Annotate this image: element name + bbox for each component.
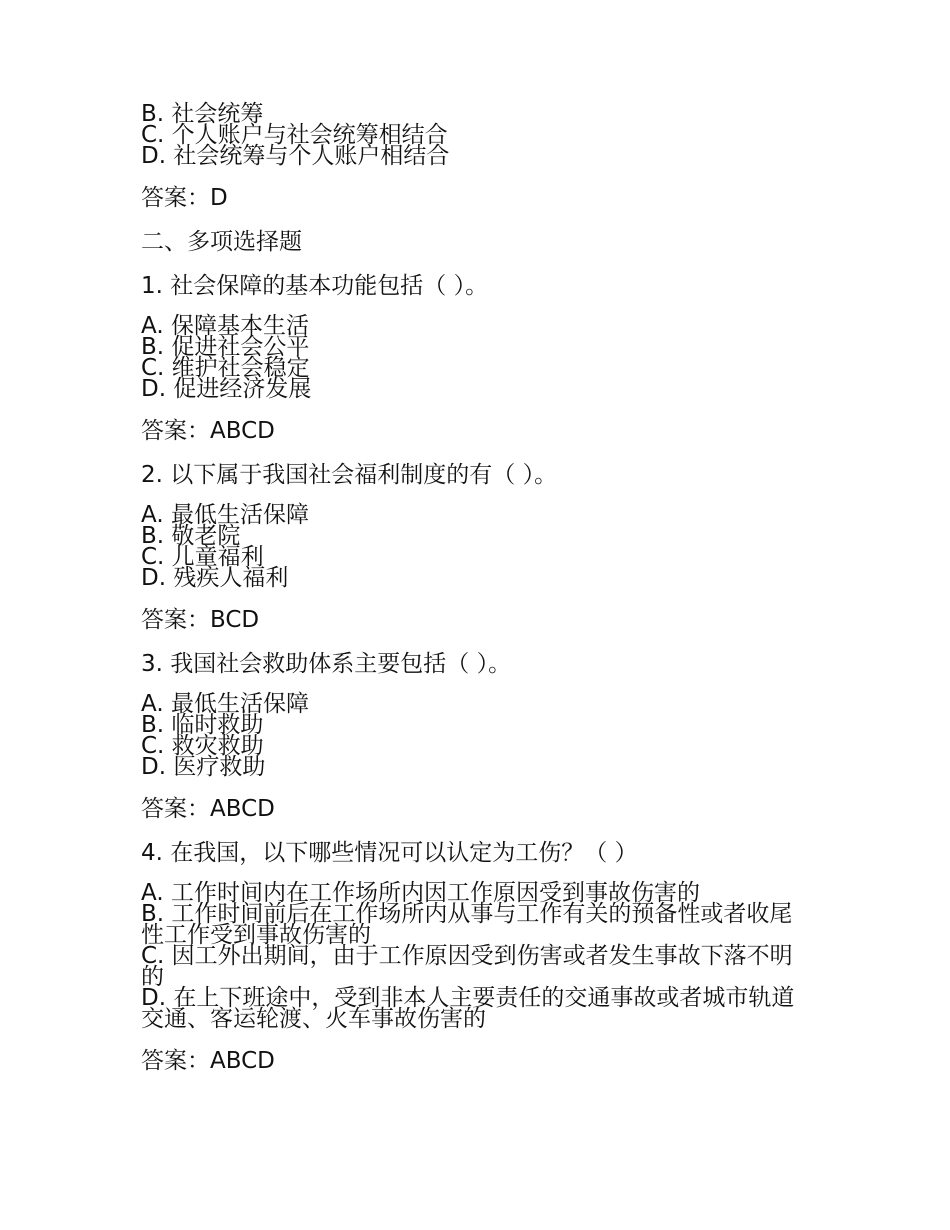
question-text: 1. 社会保障的基本功能包括（ ）。 — [141, 273, 489, 299]
option-item: C. 维护社会稳定 — [141, 355, 310, 381]
option-item: C. 因工外出期间，由于工作原因受到伤害或者发生事故下落不明的 — [141, 943, 793, 990]
document-page — [141, 101, 801, 1075]
option-item: B. 工作时间前后在工作场所内从事与工作有关的预备性或者收尾性工作受到事故伤害的 — [141, 901, 793, 948]
option-item: B. 敬老院 — [141, 523, 241, 549]
section-title: 二、多项选择题 — [141, 229, 302, 255]
option-item: C. 个人账户与社会统筹相结合 — [141, 122, 448, 148]
option-item: A. 最低生活保障 — [141, 502, 309, 528]
question-options — [141, 691, 801, 780]
option-item: D. 残疾人福利 — [141, 565, 289, 591]
question-text: 2. 以下属于我国社会福利制度的有（ ）。 — [141, 462, 558, 488]
option-item: D. 社会统筹与个人账户相结合 — [141, 143, 450, 169]
question-options — [141, 880, 801, 1032]
question-block — [141, 272, 801, 445]
question-block — [141, 461, 801, 634]
answer-line: 答案：D — [141, 185, 228, 211]
intro-options — [141, 101, 801, 169]
option-item: A. 保障基本生活 — [141, 313, 309, 339]
option-item: D. 促进经济发展 — [141, 376, 312, 402]
option-item: C. 儿童福利 — [141, 544, 264, 570]
answer-line: 答案：ABCD — [141, 796, 275, 822]
option-item: D. 医疗救助 — [141, 754, 266, 780]
option-item: B. 促进社会公平 — [141, 334, 310, 360]
question-block — [141, 839, 801, 1075]
option-item: A. 工作时间内在工作场所内因工作原因受到事故伤害的 — [141, 880, 700, 906]
question-block — [141, 650, 801, 823]
answer-line: 答案：ABCD — [141, 1048, 275, 1074]
option-item: A. 最低生活保障 — [141, 691, 309, 717]
answer-line: 答案：ABCD — [141, 418, 275, 444]
option-item: B. 临时救助 — [141, 712, 264, 738]
question-options — [141, 502, 801, 591]
question-options — [141, 313, 801, 402]
option-item: B. 社会统筹 — [141, 101, 264, 127]
question-text: 4. 在我国，以下哪些情况可以认定为工伤？（ ） — [141, 840, 638, 866]
option-item: D. 在上下班途中，受到非本人主要责任的交通事故或者城市轨道交通、客运轮渡、火车事故伤害的 — [141, 985, 795, 1032]
answer-line: 答案：BCD — [141, 607, 260, 633]
option-item: C. 救灾救助 — [141, 733, 264, 759]
question-text: 3. 我国社会救助体系主要包括（ ）。 — [141, 651, 512, 677]
